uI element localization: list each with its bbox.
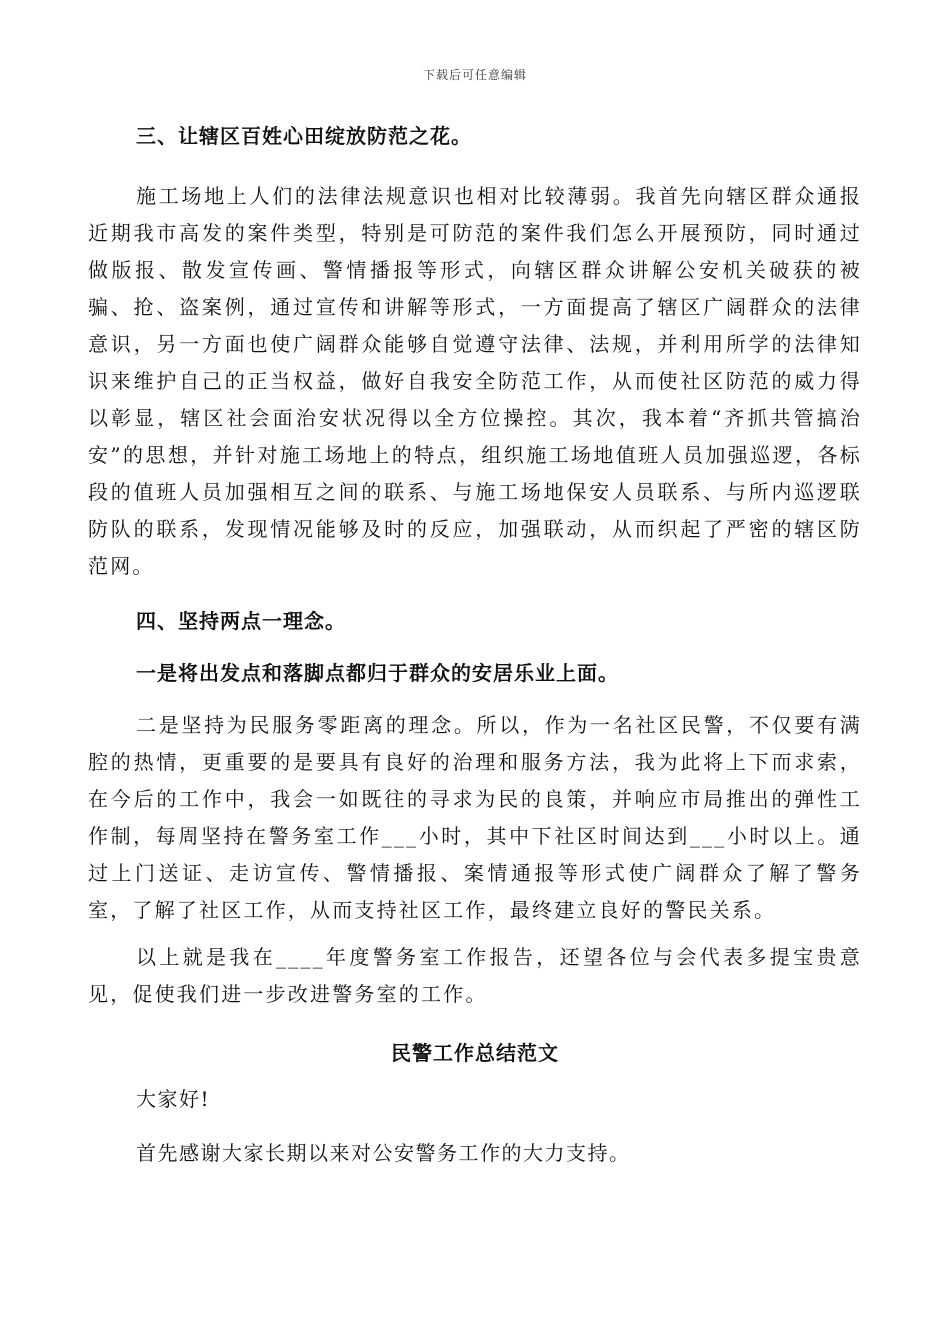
section-4-heading: 四、坚持两点一理念。: [136, 609, 346, 633]
document-body: [88, 118, 862, 1189]
page-header-note: 下载后可任意编辑: [422, 68, 527, 82]
section-3-paragraph: 施工场地上人们的法律法规意识也相对比较薄弱。我首先向辖区群众通报近期我市高发的案件类型，特别是可防范的案件我们怎么开展预防，同时通过做版报、散发宣传画、警情播报等形式，向辖区群众讲解公安机关破获的被骗、抢、盗案例，通过宣传和讲解等形式，一方面提高了辖区广阔群众的法律意识，另一方面也使广阔群众能够自觉遵守法律、法规，并利用所学的法律知识来维护自己的正当权益，做好自我安全防范工作，从而使社区防范的威力得以彰显，辖区社会面治安状况得以全方位操控。其次，我本着“齐抓共管搞治安”的思想，并针对施工场地上的特点，组织施工场地值班人员加强巡逻，各标段的值班人员加强相互之间的联系、与施工场地保安人员联系、与所内巡逻联防队的联系，发现情况能够及时的反应，加强联动，从而织起了严密的辖区防范网。: [88, 184, 862, 578]
closing-paragraph: 以上就是我在____年度警务室工作报告，还望各位与会代表多提宝贵意见，促使我们进一步改进警务室的工作。: [88, 945, 862, 1006]
section-3-heading: 三、让辖区百姓心田绽放防范之花。: [136, 124, 472, 148]
second-document-title: 民警工作总结范文: [391, 1041, 559, 1065]
point-2-paragraph: 二是坚持为民服务零距离的理念。所以，作为一名社区民警，不仅要有满腔的热情，更重要的是要具有良好的治理和服务方法，我为此将上下而求索，在今后的工作中，我会一如既往的寻求为民的良策，并响应市局推出的弹性工作制，每周坚持在警务室工作___小时，其中下社区时间达到___小时以上。通过上门送证、走访宣传、警情播报、案情通报等形式使广阔群众了解了警务室，了解了社区工作，从而支持社区工作，最终建立良好的警民关系。: [88, 713, 862, 922]
point-1-heading: 一是将出发点和落脚点都归于群众的安居乐业上面。: [136, 661, 619, 685]
greeting-line: 大家好!: [136, 1087, 211, 1111]
thanks-line: 首先感谢大家长期以来对公安警务工作的大力支持。: [136, 1141, 631, 1165]
